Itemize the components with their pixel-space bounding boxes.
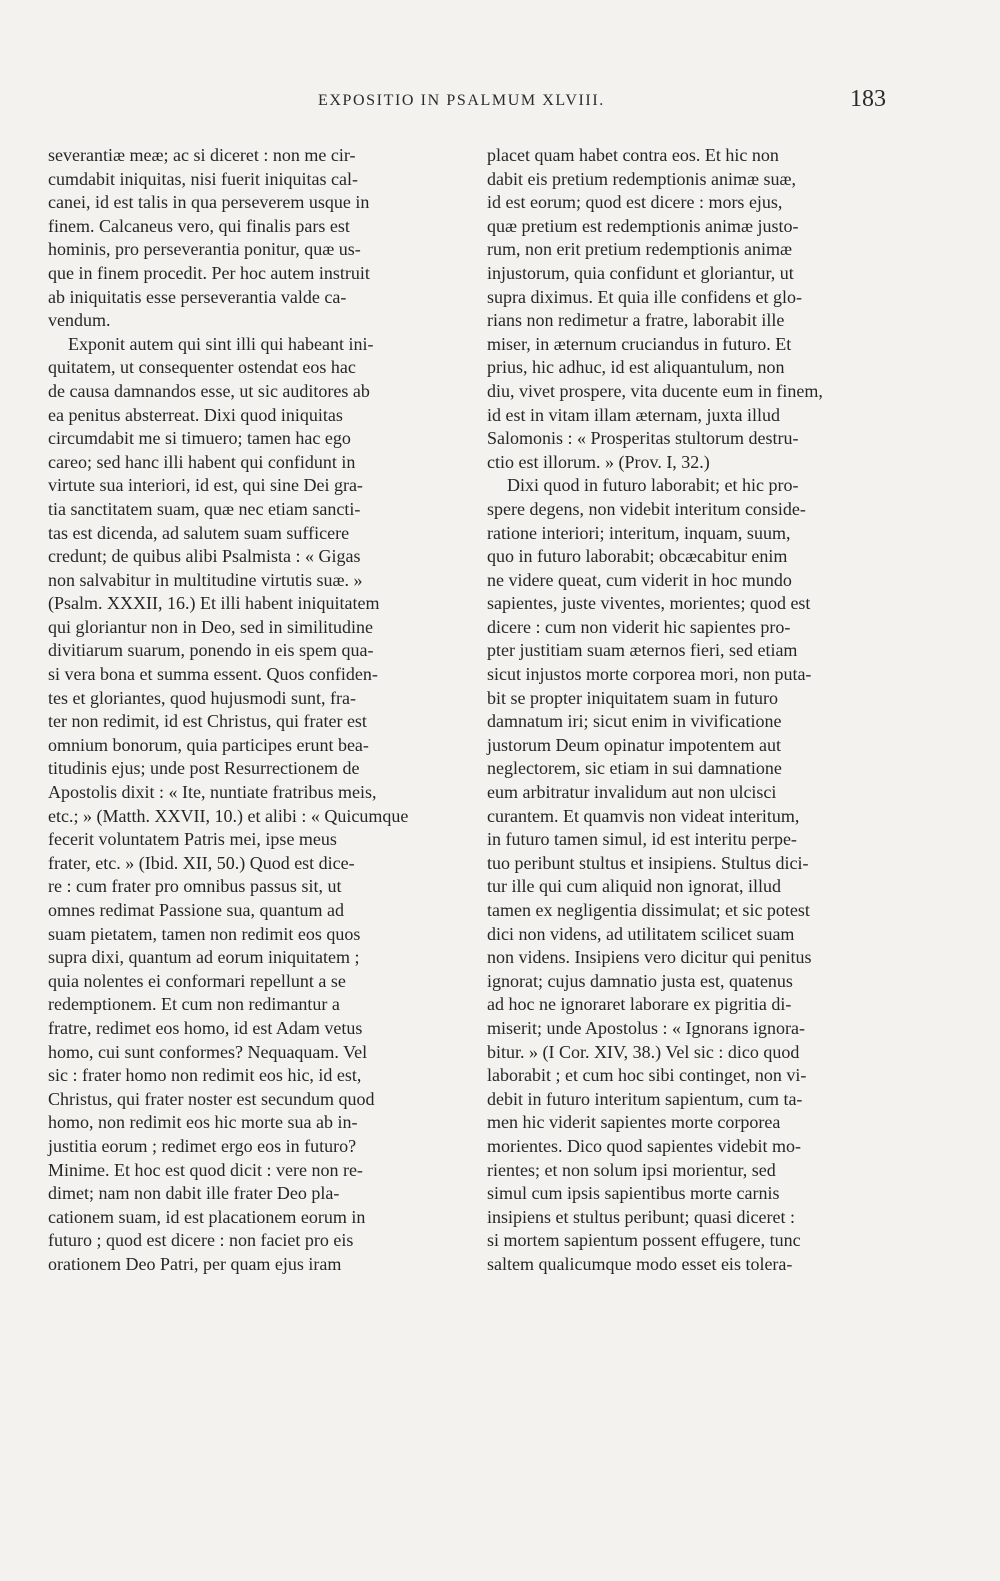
text-line: morientes. Dico quod sapientes videbit mo- [487,1135,801,1156]
text-line: supra dixi, quantum ad eorum iniquitatem ; [48,947,360,968]
text-line: spere degens, non videbit interitum conside- [487,498,806,519]
text-line: curantem. Et quamvis non videat interitum, [487,805,800,826]
text-line: ter non redimit, id est Christus, qui frater est [48,711,367,732]
text-line: in futuro tamen simul, id est interitu perpe- [487,829,797,850]
text-line: men hic viderit sapientes morte corporea [487,1112,781,1133]
text-line: eum arbitratur invalidum aut non ulcisci [487,782,777,803]
text-line: homo, non redimit eos hic morte sua ab in- [48,1112,358,1133]
text-line: Minime. Et hoc est quod dicit : vere non re- [48,1159,363,1180]
text-line: si vera bona et summa essent. Quos confiden- [48,664,378,685]
text-line: etc.; » (Matth. XXVII, 10.) et alibi : « Quicumque [48,805,409,826]
text-line: Salomonis : « Prosperitas stultorum destru- [487,428,799,449]
text-line: miser, in æternum cruciandus in futuro. Et [487,333,792,354]
text-line: bitur. » (I Cor. XIV, 38.) Vel sic : dico quod [487,1041,800,1062]
text-line: ratione interiori; interitum, inquam, suum, [487,522,791,543]
text-line: fecerit voluntatem Patris mei, ipse meus [48,829,337,850]
text-line: ctio est illorum. » (Prov. I, 32.) [487,451,710,472]
running-title: EXPOSITIO IN PSALMUM XLVIII. [318,92,605,109]
text-line: rientes; et non solum ipsi morientur, sed [487,1159,776,1180]
text-line: justorum Deum opinatur impotentem aut [487,734,781,755]
text-line: finem. Calcaneus vero, qui finalis pars est [48,215,350,236]
text-line: dabit eis pretium redemptionis animæ suæ, [487,168,796,189]
text-line: prius, hic adhuc, id est aliquantulum, non [487,357,785,378]
text-line: miserit; unde Apostolus : « Ignorans ignora- [487,1017,805,1038]
text-line: dicere : cum non viderit hic sapientes pro- [487,616,791,637]
text-line: quæ pretium est redemptionis animæ justo- [487,215,799,236]
text-line: quo in futuro laborabit; obcæcabitur enim [487,546,788,567]
text-line: ne videre queat, cum viderit in hoc mundo [487,569,792,590]
text-line: diu, vivet prospere, vita ducente eum in finem, [487,380,823,401]
text-line: neglectorem, sic etiam in sui damnatione [487,758,782,779]
text-line: suam pietatem, tamen non redimit eos quos [48,923,361,944]
text-line: dici non videns, ad utilitatem scilicet suam [487,923,795,944]
text-line: canei, id est talis in qua perseverem usque in [48,192,370,213]
text-line: circumdabit me si timuero; tamen hac ego [48,428,351,449]
text-line: saltem qualicumque modo esset eis tolera- [487,1253,793,1274]
text-line: tes et gloriantes, quod hujusmodi sunt, fra- [48,687,356,708]
text-line: id est eorum; quod est dicere : mors ejus, [487,192,783,213]
text-line: credunt; de quibus alibi Psalmista : « Gigas [48,546,361,567]
text-line: supra diximus. Et quia ille confidens et glo- [487,286,802,307]
text-line: quia nolentes ei conformari repellunt a se [48,970,346,991]
text-line: simul cum ipsis sapientibus morte carnis [487,1183,780,1204]
text-line: virtute sua interiori, id est, qui sine Dei gra- [48,475,363,496]
text-line: non salvabitur in multitudine virtutis suæ. » [48,569,363,590]
text-line: id est in vitam illam æternam, juxta illud [487,404,780,425]
right-text-column [487,144,897,1277]
text-line: ad hoc ne ignoraret laborare ex pigritia di- [487,994,792,1015]
text-line: pter justitiam suam æternos fieri, sed etiam [487,640,798,661]
text-line: severantiæ meæ; ac si diceret : non me cir- [48,145,356,165]
text-line: vendum. [48,310,111,331]
text-line: cationem suam, id est placationem eorum in [48,1206,366,1227]
text-line: omnium bonorum, quia participes erunt bea- [48,734,369,755]
text-line: tuo peribunt stultus et insipiens. Stultus dici- [487,852,809,873]
text-line: sapientes, juste viventes, morientes; quod est [487,593,811,614]
text-line: divitiarum suarum, ponendo in eis spem qua- [48,640,374,661]
text-line: ea penitus absterreat. Dixi quod iniquitas [48,404,343,425]
running-header [0,86,1000,120]
text-line: hominis, pro perseverantia ponitur, quæ us- [48,239,361,260]
text-line: Exponit autem qui sint illi qui habeant ini- [68,333,374,354]
left-text-column [48,144,458,1277]
text-line: cumdabit iniquitas, nisi fuerit iniquitas cal- [48,168,358,189]
text-line: tur ille qui cum aliquid non ignorat, illud [487,876,781,897]
text-line: orationem Deo Patri, per quam ejus iram [48,1253,342,1274]
text-line: justitia eorum ; redimet ergo eos in futuro? [48,1135,357,1156]
text-line: debit in futuro interitum sapientum, cum ta- [487,1088,803,1109]
text-line: qui gloriantur non in Deo, sed in similitudine [48,616,373,637]
text-line: si mortem sapientum possent effugere, tunc [487,1230,801,1251]
text-line: Apostolis dixit : « Ite, nuntiate fratribus meis, [48,782,377,803]
text-line: careo; sed hanc illi habent qui confidunt in [48,451,356,472]
text-line: damnatum iri; sicut enim in vivificatione [487,711,782,732]
text-line: quitatem, ut consequenter ostendat eos hac [48,357,356,378]
text-line: rum, non erit pretium redemptionis animæ [487,239,792,260]
text-line: insipiens et stultus peribunt; quasi diceret : [487,1206,795,1227]
text-line: injustorum, quia confidunt et gloriantur, ut [487,262,794,283]
text-line: que in finem procedit. Per hoc autem instruit [48,262,370,283]
text-line: sicut injustos morte corporea mori, non puta- [487,664,812,685]
text-line: Dixi quod in futuro laborabit; et hic pro- [507,475,799,496]
text-line: fratre, redimet eos homo, id est Adam vetus [48,1017,363,1038]
text-line: non videns. Insipiens vero dicitur qui penitus [487,947,812,968]
text-line: Christus, qui frater noster est secundum quod [48,1088,375,1109]
text-line: homo, cui sunt conformes? Nequaquam. Vel [48,1041,368,1062]
text-line: futuro ; quod est dicere : non faciet pro eis [48,1230,354,1251]
text-line: (Psalm. XXXII, 16.) Et illi habent iniquitatem [48,593,380,614]
text-line: tas est dicenda, ad salutem suam sufficere [48,522,350,543]
text-line: ignorat; cujus damnatio justa est, quatenus [487,970,793,991]
page-number: 183 [850,86,886,112]
text-line: dimet; nam non dabit ille frater Deo pla- [48,1183,340,1204]
text-line: placet quam habet contra eos. Et hic non [487,145,779,165]
text-line: titudinis ejus; unde post Resurrectionem de [48,758,360,779]
text-line: tia sanctitatem suam, quæ nec etiam sancti- [48,498,361,519]
text-line: ab iniquitatis esse perseverantia valde ca- [48,286,347,307]
text-line: bit se propter iniquitatem suam in futuro [487,687,778,708]
text-line: frater, etc. » (Ibid. XII, 50.) Quod est dice- [48,852,355,873]
text-line: laborabit ; et cum hoc sibi continget, non vi- [487,1065,807,1086]
text-line: sic : frater homo non redimit eos hic, id est, [48,1065,362,1086]
text-line: re : cum frater pro omnibus passus sit, ut [48,876,342,897]
text-line: rians non redimetur a fratre, laborabit ille [487,310,785,331]
text-line: redemptionem. Et cum non redimantur a [48,994,340,1015]
text-line: tamen ex negligentia dissimulat; et sic potest [487,900,810,920]
text-line: de causa damnandos esse, ut sic auditores ab [48,380,370,401]
text-line: omnes redimat Passione sua, quantum ad [48,900,344,920]
